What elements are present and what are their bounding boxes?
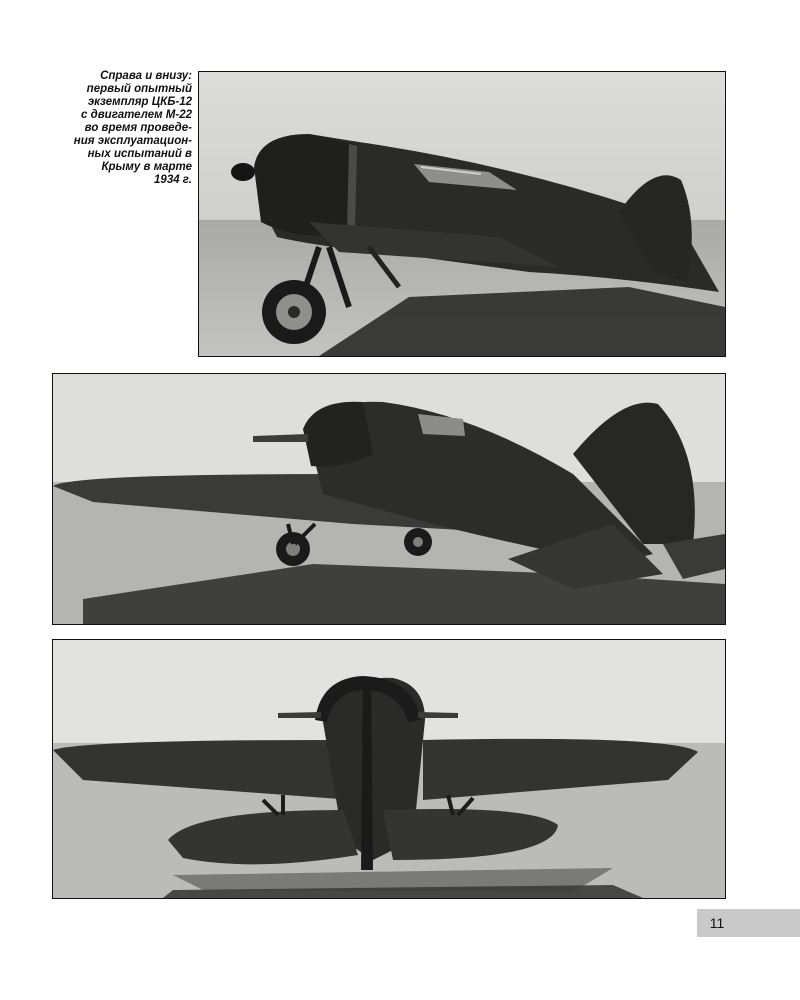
caption-line: 1934 г. — [154, 174, 192, 186]
page-number-tab — [697, 909, 800, 937]
caption-line: ных испытаний в — [87, 148, 192, 160]
aircraft-rear-quarter-photo — [53, 374, 725, 624]
aircraft-side-photo — [199, 72, 725, 356]
caption-line: Справа и внизу: — [100, 70, 192, 82]
caption-line: ния эксплуатацион- — [73, 135, 192, 147]
photo-rear-three-quarter-view — [52, 373, 726, 625]
caption-line: Крыму в марте — [101, 161, 192, 173]
caption-line: первый опытный — [86, 83, 192, 95]
caption-line: экземпляр ЦКБ-12 — [87, 96, 192, 108]
photo-caption — [40, 70, 192, 187]
page-number: 11 — [709, 915, 725, 931]
caption-line: с двигателем М-22 — [81, 109, 192, 121]
aircraft-rear-photo — [53, 640, 725, 898]
caption-line: во время проведе- — [84, 122, 192, 134]
photo-rear-view — [52, 639, 726, 899]
photo-side-view — [198, 71, 726, 357]
